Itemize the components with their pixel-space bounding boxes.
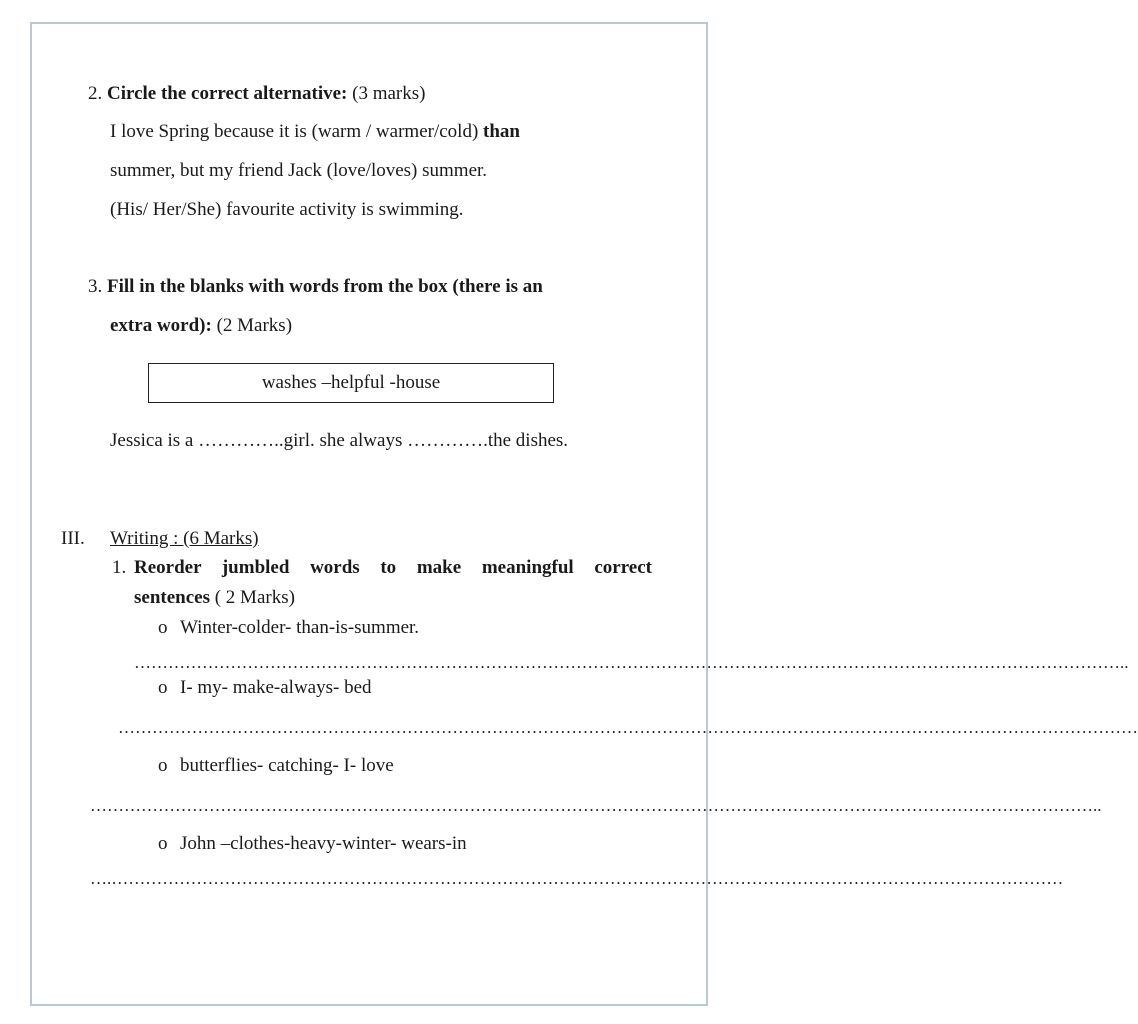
s3-q1-number: 1.: [112, 557, 127, 578]
list-item: [158, 677, 372, 699]
s3-q1-instruction-line1: [134, 557, 652, 579]
q2-line2: summer, but my friend Jack (love/loves) summer.: [110, 160, 488, 181]
q2-heading: [88, 83, 425, 105]
bullet-icon: o: [158, 617, 168, 638]
bullet-icon: o: [158, 677, 168, 698]
word-box: washes –helpful -house: [148, 363, 554, 403]
list-item: [158, 833, 467, 855]
s3-q1-instruction-line2: sentences: [134, 587, 210, 608]
q3-marks: (2 Marks): [216, 315, 293, 336]
answer-line: ……………………………………………………………………………………………………………………………………………………………..: [90, 796, 1102, 815]
q2-number: 2.: [88, 83, 103, 104]
s3-q1-marks: ( 2 Marks): [214, 587, 295, 608]
q3-number: 3.: [88, 276, 103, 297]
list-item: [158, 755, 394, 777]
s3-q1-instruction-text: Reorder jumbled words to make meaningful correct: [134, 557, 652, 578]
list-item-text: John –clothes-heavy-winter- wears-in: [180, 833, 467, 854]
list-item: [158, 617, 419, 639]
section-numeral: III.: [61, 528, 85, 549]
list-item-text: I- my- make-always- bed: [180, 677, 372, 698]
answer-line: ………………………………………………………………………………………………………………………………………………………………: [118, 718, 1138, 737]
q2-line1-bold: than: [483, 121, 520, 142]
list-item-text: butterflies- catching- I- love: [180, 755, 394, 776]
q2-line3: (His/ Her/She) favourite activity is swimming.: [110, 199, 464, 220]
q3-instruction-line1: Fill in the blanks with words from the box (there is an: [107, 276, 543, 297]
q2-instruction: Circle the correct alternative:: [107, 83, 348, 104]
q2-line1: [110, 121, 520, 143]
answer-line: …………………………………………………………………………………………………………………………………………………………..: [134, 653, 1129, 672]
bullet-icon: o: [158, 833, 168, 854]
section-title: Writing : (6 Marks): [110, 528, 259, 549]
list-item-text: Winter-colder- than-is-summer.: [180, 617, 420, 638]
q3-heading-line2: [110, 315, 292, 337]
q2-line1-text: I love Spring because it is (warm / warmer/cold): [110, 121, 479, 142]
bullet-icon: o: [158, 755, 168, 776]
q3-instruction-line2: extra word):: [110, 315, 212, 336]
q3-heading: [88, 276, 543, 298]
q2-marks: (3 marks): [352, 83, 426, 104]
q3-sentence: Jessica is a …………..girl. she always ………….the dishes.: [110, 430, 569, 451]
answer-line: ….……………………………………………………………………………………………………………………………………………………: [90, 869, 1064, 888]
s3-q1-heading-line2: [134, 587, 295, 609]
